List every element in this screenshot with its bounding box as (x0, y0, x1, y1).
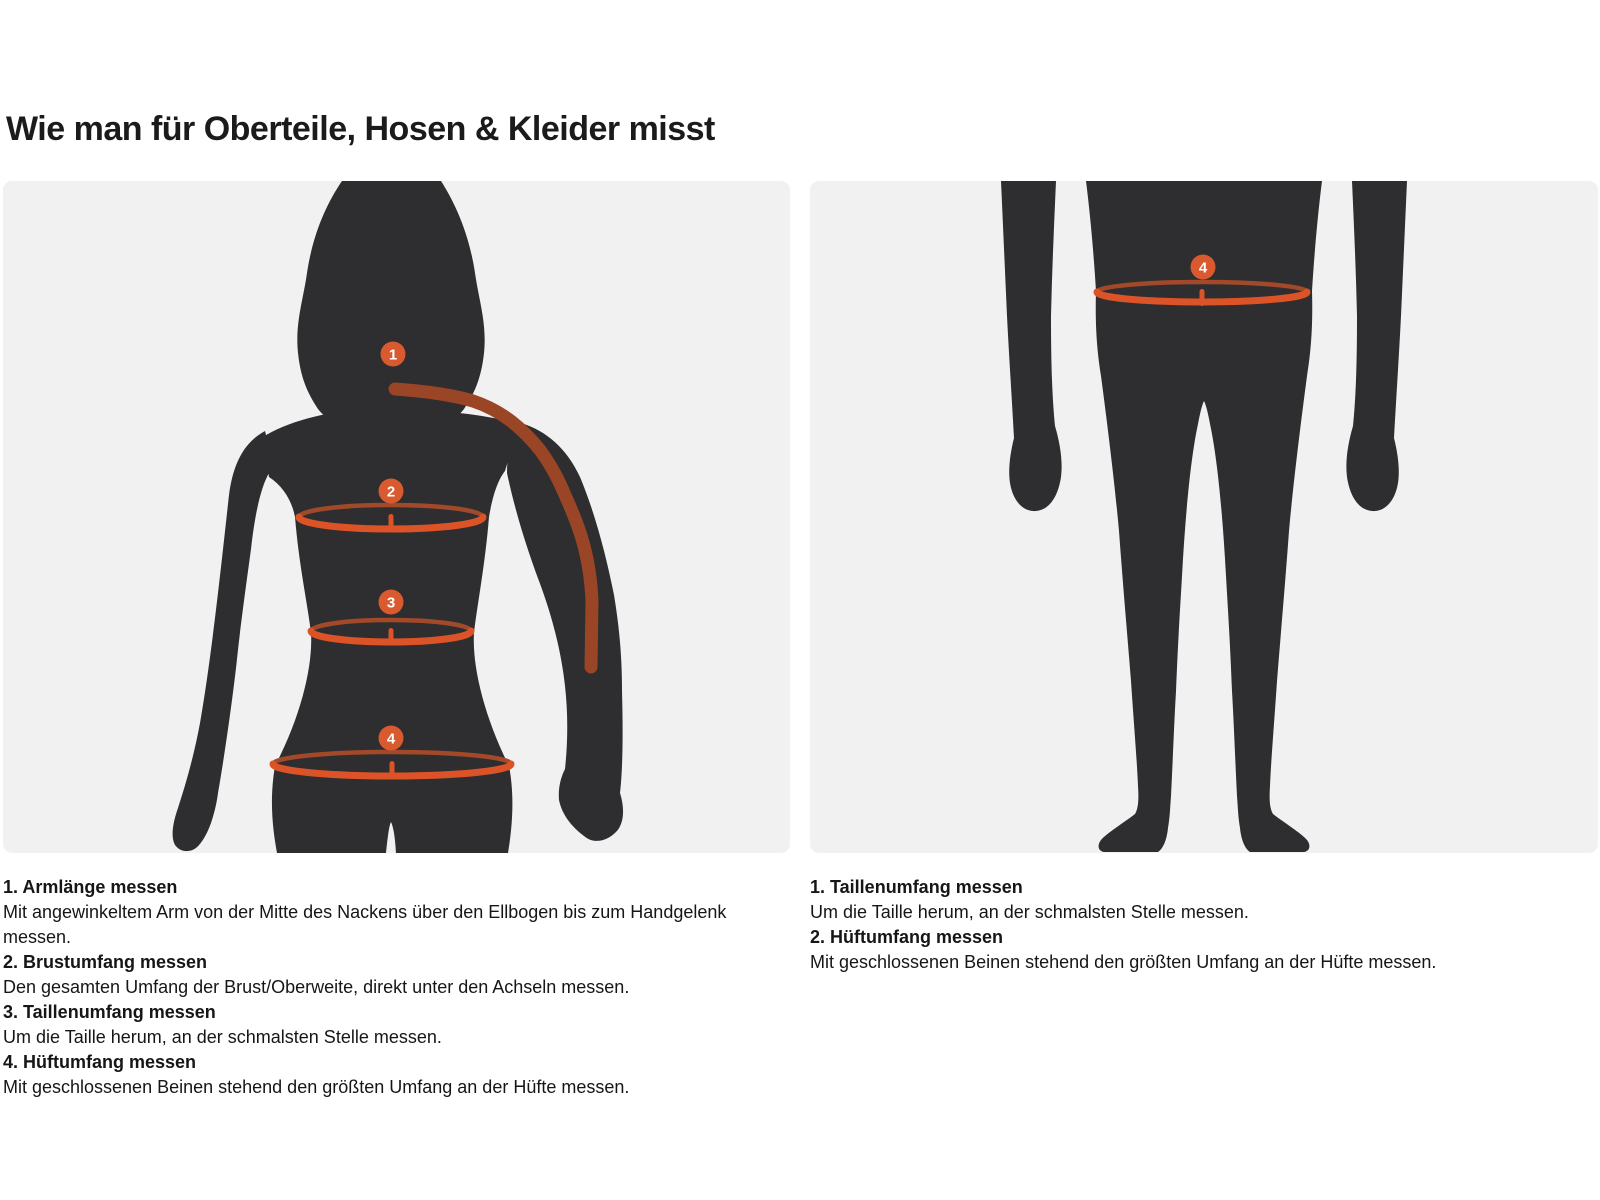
badge-4 (1191, 255, 1216, 280)
instruction-heading: 4. Hüftumfang messen (3, 1052, 197, 1072)
instruction-heading: 1. Taillenumfang messen (810, 877, 1023, 897)
lower-body-diagram (810, 181, 1598, 853)
instruction-heading: 1. Armlänge messen (3, 877, 178, 897)
svg-text:4: 4 (1198, 259, 1208, 277)
instruction-body: Mit geschlossenen Beinen stehend den größten Umfang an der Hüfte messen. (3, 1077, 630, 1097)
lower-body-instructions (810, 875, 1596, 975)
upper-body-diagram (3, 181, 790, 853)
svg-text:2: 2 (386, 483, 396, 501)
left-arm-silhouette (173, 431, 271, 851)
upper-body-panel (3, 181, 790, 853)
instruction-heading: 3. Taillenumfang messen (3, 1002, 216, 1022)
svg-text:4: 4 (386, 730, 396, 748)
instruction-body: Um die Taille herum, an der schmalsten Stelle messen. (810, 902, 1249, 922)
instruction-heading: 2. Brustumfang messen (3, 952, 208, 972)
badge-1 (381, 342, 406, 367)
badge-2 (379, 479, 404, 504)
upper-body-instructions (3, 875, 789, 1100)
instruction-body: Mit geschlossenen Beinen stehend den größten Umfang an der Hüfte messen. (810, 952, 1437, 972)
instruction-body: Um die Taille herum, an der schmalsten Stelle messen. (3, 1027, 442, 1047)
instruction-body: Den gesamten Umfang der Brust/Oberweite, direkt unter den Achseln messen. (3, 977, 630, 997)
badge-3 (379, 590, 404, 615)
instruction-heading: 2. Hüftumfang messen (810, 927, 1004, 947)
right-hand-silhouette (1346, 181, 1407, 511)
instruction-body: Mit angewinkeltem Arm von der Mitte des Nackens über den Ellbogen bis zum Handgelenk messen. (3, 902, 727, 947)
lower-body-panel (810, 181, 1598, 853)
svg-text:3: 3 (386, 594, 396, 612)
badge-4 (379, 726, 404, 751)
left-hand-silhouette (1001, 181, 1062, 511)
svg-text:1: 1 (388, 346, 398, 364)
page-title: Wie man für Oberteile, Hosen & Kleider misst (6, 110, 715, 148)
